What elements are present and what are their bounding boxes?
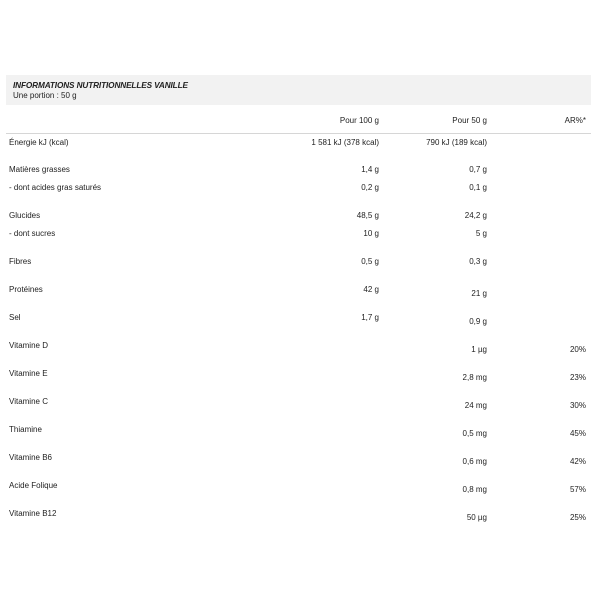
nutrient-name: Vitamine B12 [9,509,57,518]
value-per50: 790 kJ (189 kcal) [426,138,487,147]
nutrient-name: Fibres [9,257,32,266]
value-ar: 57% [569,485,586,494]
nutrient-name: Énergie kJ (kcal) [9,138,69,147]
value-ar: 25% [569,513,586,522]
value-per100: 42 g [363,285,379,294]
portion-subtitle: Une portion : 50 g [13,91,77,100]
value-per50: 5 g [475,229,487,238]
value-per50: 0,8 mg [462,485,487,494]
nutrient-name: Protéines [9,285,43,294]
value-per50: 1 µg [471,345,487,354]
value-per50: 0,9 g [469,317,487,326]
nutrient-name: Matières grasses [9,165,70,174]
nutrient-name: Vitamine D [9,341,48,350]
value-ar: 23% [569,373,586,382]
value-per50: 24,2 g [464,211,487,220]
nutrient-name: Glucides [9,211,41,220]
column-header-row [6,105,591,134]
value-per50: 0,1 g [469,183,487,192]
nutrient-name: - dont acides gras saturés [9,183,102,192]
value-per50: 2,8 mg [462,373,487,382]
nutrient-name: - dont sucres [9,229,56,238]
nutrition-table [6,75,591,134]
value-ar: 20% [569,345,586,354]
value-ar: 45% [569,429,586,438]
value-per100: 1 581 kJ (378 kcal) [311,138,379,147]
value-per100: 0,2 g [361,183,379,192]
value-ar: 42% [569,457,586,466]
value-per100: 10 g [363,229,379,238]
column-header-ar: AR%* [564,116,586,125]
value-per50: 24 mg [464,401,487,410]
nutrient-name: Acide Folique [9,481,58,490]
value-per50: 0,3 g [469,257,487,266]
value-ar: 30% [569,401,586,410]
value-per100: 48,5 g [356,211,379,220]
nutrient-name: Vitamine E [9,369,48,378]
nutrition-header [6,75,591,105]
nutrient-name: Sel [9,313,21,322]
value-per50: 21 g [471,289,487,298]
value-per50: 0,7 g [469,165,487,174]
value-per50: 0,6 mg [462,457,487,466]
column-header-per50: Pour 50 g [452,116,487,125]
value-per100: 0,5 g [361,257,379,266]
nutrient-name: Vitamine C [9,397,48,406]
column-header-per100: Pour 100 g [339,116,379,125]
nutrient-name: Thiamine [9,425,42,434]
value-per50: 50 µg [466,513,487,522]
value-per100: 1,4 g [361,165,379,174]
value-per50: 0,5 mg [462,429,487,438]
nutrient-name: Vitamine B6 [9,453,52,462]
value-per100: 1,7 g [361,313,379,322]
nutrition-title: INFORMATIONS NUTRITIONNELLES VANILLE [13,81,188,90]
